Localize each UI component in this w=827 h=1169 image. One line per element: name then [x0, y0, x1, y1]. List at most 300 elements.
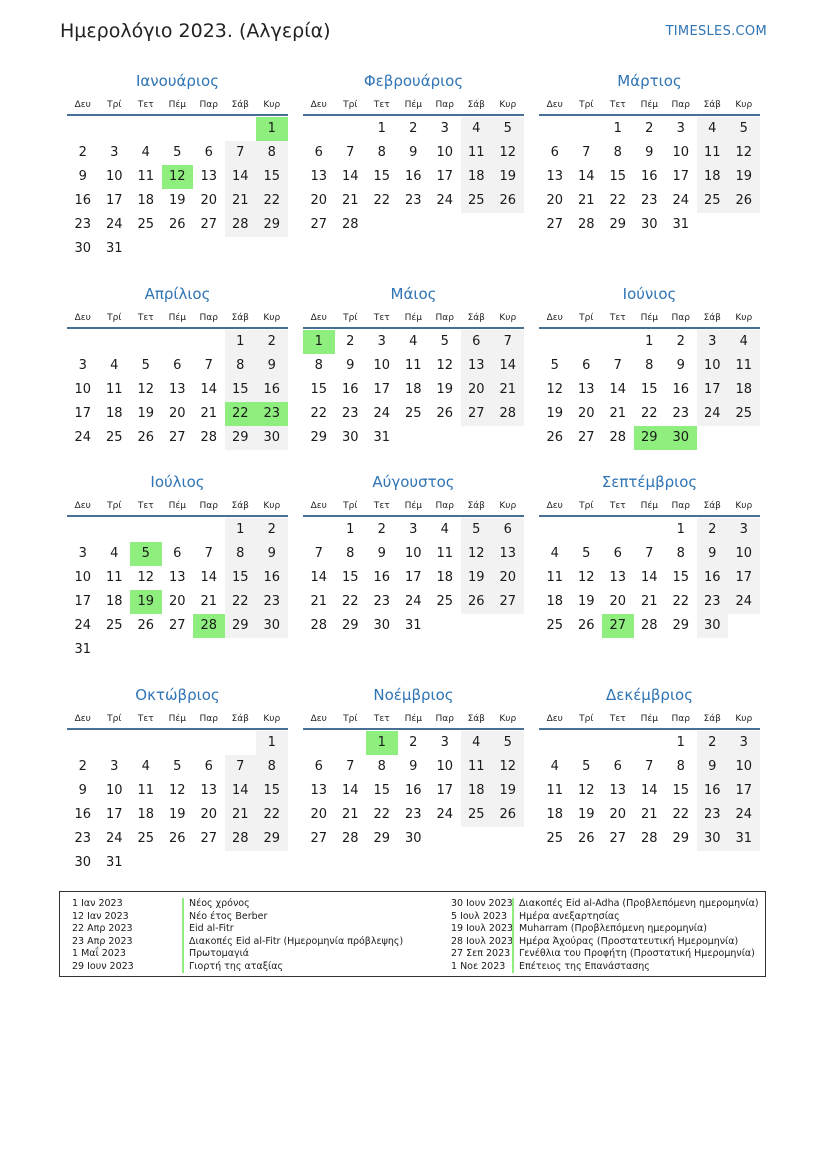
- weekday-label: Σάβ: [703, 100, 721, 110]
- day-cell: 27: [609, 831, 627, 846]
- day-cell: 9: [645, 145, 654, 160]
- day-cell: 17: [74, 406, 92, 421]
- empty-cell: [130, 731, 162, 755]
- day-cell: 20: [168, 406, 186, 421]
- weekday-label: Κυρ: [499, 714, 517, 724]
- weekday-label: Πέμ: [168, 100, 186, 110]
- day-cell: 29: [256, 213, 288, 237]
- empty-cell: [602, 330, 634, 354]
- day-cell: 5: [461, 518, 493, 542]
- weekday-label: Δευ: [310, 100, 327, 110]
- day-cell: 1: [256, 731, 288, 755]
- day-cell: 2: [676, 334, 685, 349]
- day-cell: 4: [440, 522, 449, 537]
- legend-row: [72, 898, 403, 911]
- weekday-label: Πέμ: [640, 100, 658, 110]
- day-cell: 13: [200, 169, 218, 184]
- day-cell: 5: [141, 358, 150, 373]
- day-cell: 2: [256, 518, 288, 542]
- day-cell: 7: [645, 759, 654, 774]
- day-grid: [539, 731, 760, 851]
- day-cell: 4: [461, 731, 493, 755]
- legend-row: [451, 911, 759, 924]
- day-cell: 9: [377, 546, 386, 561]
- month-name: Απρίλιος: [144, 285, 211, 303]
- day-cell: 3: [440, 735, 449, 750]
- day-cell: 25: [697, 189, 729, 213]
- day-cell: 31: [672, 217, 690, 232]
- day-cell: 8: [314, 358, 323, 373]
- month-calendar: [67, 283, 288, 450]
- day-cell: 8: [377, 145, 386, 160]
- day-cell: 24: [404, 594, 422, 609]
- empty-cell: [67, 117, 99, 141]
- weekday-label: Κυρ: [263, 501, 281, 511]
- month-name: Δεκέμβριος: [605, 686, 693, 704]
- legend-holiday-name: Ημέρα Άχούρας (Προστατευτική Ημερομηνία): [512, 936, 738, 949]
- empty-cell: [193, 330, 225, 354]
- day-cell: 14: [310, 570, 328, 585]
- weekday-label: Δευ: [74, 100, 91, 110]
- empty-cell: [303, 731, 335, 755]
- day-cell: 30: [373, 618, 391, 633]
- day-cell: 30: [256, 614, 288, 638]
- legend-date: 23 Απρ 2023: [72, 935, 133, 947]
- day-cell: 2: [409, 121, 418, 136]
- day-cell: 4: [461, 117, 493, 141]
- legend-left-column: [72, 898, 403, 973]
- day-cell: 21: [200, 406, 218, 421]
- day-cell: 10: [728, 755, 760, 779]
- day-cell: 16: [74, 807, 92, 822]
- month-calendar: [539, 283, 760, 450]
- day-cell: 17: [436, 783, 454, 798]
- empty-cell: [571, 731, 603, 755]
- day-cell: 11: [137, 783, 155, 798]
- empty-cell: [130, 518, 162, 542]
- day-cell: 29: [225, 614, 257, 638]
- day-cell: 19: [492, 165, 524, 189]
- weekday-label: Παρ: [671, 714, 690, 724]
- day-cell: 18: [404, 382, 422, 397]
- day-cell: 6: [550, 145, 559, 160]
- day-cell: 24: [697, 402, 729, 426]
- weekday-label: Σάβ: [231, 714, 249, 724]
- day-cell: 28: [640, 618, 658, 633]
- day-cell: 18: [461, 165, 493, 189]
- weekday-label: Δευ: [74, 313, 91, 323]
- day-cell: 16: [672, 382, 690, 397]
- day-cell: 22: [341, 594, 359, 609]
- day-cell: 11: [461, 141, 493, 165]
- day-cell: 14: [609, 382, 627, 397]
- day-cell: 30: [697, 827, 729, 851]
- day-cell: 26: [492, 189, 524, 213]
- day-cell: 18: [105, 406, 123, 421]
- legend-holiday-name: Διακοπές Eid al-Adha (Προβλεπόμενη ημερομηνία): [512, 898, 759, 911]
- day-cell: 23: [373, 594, 391, 609]
- day-cell: 9: [409, 759, 418, 774]
- legend-date: 28 Ιουλ 2023: [451, 935, 514, 947]
- day-cell: 3: [728, 518, 760, 542]
- day-cell: 25: [546, 831, 564, 846]
- day-cell: 18: [461, 779, 493, 803]
- weekday-label: Δευ: [310, 714, 327, 724]
- day-cell: 21: [310, 594, 328, 609]
- weekday-label: Τετ: [137, 714, 154, 724]
- day-cell: 9: [346, 358, 355, 373]
- holiday-day: 28: [193, 614, 225, 638]
- weekday-label: Δευ: [310, 501, 327, 511]
- day-cell: 19: [728, 165, 760, 189]
- day-cell: 24: [728, 803, 760, 827]
- day-cell: 19: [168, 193, 186, 208]
- day-cell: 8: [676, 759, 685, 774]
- weekday-label: Κυρ: [499, 313, 517, 323]
- day-cell: 14: [341, 169, 359, 184]
- day-cell: 20: [310, 193, 328, 208]
- legend-date: 30 Ιουν 2023: [451, 898, 513, 909]
- day-cell: 29: [672, 831, 690, 846]
- day-cell: 13: [310, 783, 328, 798]
- day-cell: 29: [373, 831, 391, 846]
- day-cell: 7: [582, 145, 591, 160]
- day-cell: 6: [613, 546, 622, 561]
- day-cell: 12: [577, 783, 595, 798]
- weekday-label: Πέμ: [404, 100, 422, 110]
- month-name: Ιανουάριος: [135, 72, 219, 90]
- weekday-label: Τρί: [107, 313, 122, 323]
- day-cell: 12: [577, 570, 595, 585]
- day-cell: 6: [314, 145, 323, 160]
- day-cell: 16: [74, 193, 92, 208]
- empty-cell: [162, 731, 194, 755]
- weekday-label: Παρ: [199, 313, 218, 323]
- day-cell: 21: [341, 193, 359, 208]
- day-cell: 19: [137, 406, 155, 421]
- weekday-header: [539, 309, 760, 329]
- holiday-day: 12: [162, 165, 194, 189]
- weekday-label: Κυρ: [735, 714, 753, 724]
- day-cell: 20: [577, 406, 595, 421]
- day-cell: 10: [436, 145, 454, 160]
- weekday-label: Τρί: [107, 100, 122, 110]
- day-cell: 18: [546, 807, 564, 822]
- day-cell: 2: [78, 145, 87, 160]
- day-cell: 1: [346, 522, 355, 537]
- weekday-label: Κυρ: [735, 313, 753, 323]
- day-cell: 24: [436, 193, 454, 208]
- site-link[interactable]: TIMESLES.COM: [665, 24, 767, 39]
- weekday-label: Παρ: [671, 100, 690, 110]
- day-cell: 12: [137, 570, 155, 585]
- weekday-label: Παρ: [435, 313, 454, 323]
- day-cell: 11: [105, 570, 123, 585]
- day-cell: 5: [582, 546, 591, 561]
- day-cell: 14: [640, 570, 658, 585]
- day-cell: 16: [697, 779, 729, 803]
- weekday-label: Πέμ: [640, 313, 658, 323]
- day-cell: 24: [672, 193, 690, 208]
- holiday-day: 27: [602, 614, 634, 638]
- month-name: Αύγουστος: [372, 473, 455, 491]
- day-cell: 3: [110, 145, 119, 160]
- holiday-day: 22: [225, 402, 257, 426]
- weekday-label: Δευ: [74, 714, 91, 724]
- day-cell: 15: [225, 566, 257, 590]
- legend-row: [451, 923, 759, 936]
- day-cell: 22: [256, 803, 288, 827]
- day-cell: 27: [492, 590, 524, 614]
- day-cell: 5: [492, 117, 524, 141]
- empty-cell: [335, 117, 367, 141]
- day-cell: 12: [728, 141, 760, 165]
- legend-holiday-name: Διακοπές Eid al-Fitr (Ημερομηνία πρόβλεψης): [182, 936, 403, 949]
- page-title: Ημερολόγιο 2023. (Αλγερία): [60, 20, 331, 42]
- day-cell: 7: [492, 330, 524, 354]
- weekday-label: Σάβ: [703, 714, 721, 724]
- day-cell: 22: [672, 807, 690, 822]
- day-cell: 3: [697, 330, 729, 354]
- weekday-label: Τρί: [579, 501, 594, 511]
- legend-holiday-name: Πρωτομαγιά: [182, 948, 249, 961]
- day-cell: 3: [440, 121, 449, 136]
- holiday-day: 29: [634, 426, 666, 450]
- day-cell: 29: [310, 430, 328, 445]
- month-calendar: [539, 684, 760, 851]
- day-cell: 6: [492, 518, 524, 542]
- weekday-label: Παρ: [671, 313, 690, 323]
- month-calendar: [303, 70, 524, 237]
- day-cell: 25: [105, 430, 123, 445]
- day-cell: 8: [225, 354, 257, 378]
- day-cell: 20: [310, 807, 328, 822]
- weekday-label: Πέμ: [168, 313, 186, 323]
- legend-holiday-name: Επέτειος της Επανάστασης: [512, 961, 650, 974]
- day-cell: 4: [409, 334, 418, 349]
- day-cell: 29: [609, 217, 627, 232]
- day-cell: 10: [436, 759, 454, 774]
- holiday-day: 19: [130, 590, 162, 614]
- day-cell: 17: [404, 570, 422, 585]
- day-cell: 18: [546, 594, 564, 609]
- day-cell: 24: [373, 406, 391, 421]
- weekday-label: Πέμ: [404, 714, 422, 724]
- legend-row: [451, 948, 759, 961]
- day-cell: 16: [256, 378, 288, 402]
- day-cell: 19: [577, 807, 595, 822]
- weekday-label: Παρ: [671, 501, 690, 511]
- day-cell: 26: [137, 618, 155, 633]
- empty-cell: [303, 117, 335, 141]
- empty-cell: [602, 731, 634, 755]
- day-cell: 15: [310, 382, 328, 397]
- day-grid: [67, 117, 288, 261]
- day-cell: 21: [341, 807, 359, 822]
- day-cell: 28: [200, 430, 218, 445]
- empty-cell: [130, 330, 162, 354]
- legend-row: [72, 911, 403, 924]
- day-cell: 11: [461, 755, 493, 779]
- day-cell: 22: [373, 193, 391, 208]
- day-cell: 25: [461, 803, 493, 827]
- weekday-label: Τετ: [609, 313, 626, 323]
- day-cell: 2: [256, 330, 288, 354]
- day-cell: 4: [728, 330, 760, 354]
- weekday-header: [67, 497, 288, 517]
- legend-date: 1 Μαΐ 2023: [72, 948, 126, 959]
- day-cell: 24: [436, 807, 454, 822]
- day-cell: 26: [546, 430, 564, 445]
- day-cell: 16: [404, 783, 422, 798]
- empty-cell: [99, 330, 131, 354]
- day-cell: 25: [105, 618, 123, 633]
- day-cell: 25: [137, 217, 155, 232]
- day-cell: 10: [672, 145, 690, 160]
- day-cell: 15: [640, 382, 658, 397]
- legend-date: 5 Ιουλ 2023: [451, 910, 507, 922]
- day-cell: 10: [74, 382, 92, 397]
- day-cell: 21: [640, 807, 658, 822]
- day-cell: 25: [436, 594, 454, 609]
- day-cell: 13: [546, 169, 564, 184]
- holiday-day: 23: [256, 402, 288, 426]
- day-cell: 23: [640, 193, 658, 208]
- day-cell: 25: [404, 406, 422, 421]
- day-cell: 7: [645, 546, 654, 561]
- day-cell: 4: [110, 546, 119, 561]
- day-cell: 30: [256, 426, 288, 450]
- day-cell: 20: [168, 594, 186, 609]
- legend-holiday-name: Muharram (Προβλεπόμενη ημερομηνία): [512, 923, 707, 936]
- month-name: Σεπτέμβριος: [601, 473, 698, 491]
- weekday-label: Παρ: [199, 501, 218, 511]
- day-cell: 18: [137, 807, 155, 822]
- day-cell: 16: [341, 382, 359, 397]
- day-grid: [539, 518, 760, 638]
- day-cell: 19: [436, 382, 454, 397]
- day-cell: 2: [377, 522, 386, 537]
- day-cell: 3: [110, 759, 119, 774]
- holiday-day: 5: [130, 542, 162, 566]
- weekday-label: Κυρ: [499, 501, 517, 511]
- month-name: Μάιος: [390, 285, 437, 303]
- weekday-header: [539, 497, 760, 517]
- day-cell: 21: [640, 594, 658, 609]
- legend-right-column: [451, 898, 759, 973]
- day-cell: 14: [341, 783, 359, 798]
- day-cell: 13: [577, 382, 595, 397]
- day-cell: 8: [256, 141, 288, 165]
- day-cell: 22: [256, 189, 288, 213]
- day-cell: 9: [78, 783, 87, 798]
- weekday-label: Τρί: [343, 100, 358, 110]
- day-cell: 22: [225, 590, 257, 614]
- holiday-day: 30: [665, 426, 697, 450]
- month-calendar: [539, 471, 760, 638]
- day-cell: 20: [200, 807, 218, 822]
- day-cell: 8: [613, 145, 622, 160]
- day-cell: 6: [204, 145, 213, 160]
- day-cell: 9: [256, 354, 288, 378]
- day-cell: 4: [697, 117, 729, 141]
- day-cell: 23: [74, 217, 92, 232]
- day-cell: 31: [74, 642, 92, 657]
- day-cell: 8: [346, 546, 355, 561]
- day-cell: 29: [256, 827, 288, 851]
- day-cell: 26: [137, 430, 155, 445]
- weekday-label: Τρί: [579, 714, 594, 724]
- weekday-label: Τετ: [373, 714, 390, 724]
- day-cell: 31: [728, 827, 760, 851]
- day-grid: [67, 330, 288, 450]
- day-cell: 30: [404, 831, 422, 846]
- weekday-label: Πέμ: [168, 501, 186, 511]
- day-cell: 28: [492, 402, 524, 426]
- weekday-label: Παρ: [199, 100, 218, 110]
- day-cell: 27: [546, 217, 564, 232]
- day-cell: 21: [577, 193, 595, 208]
- day-cell: 12: [137, 382, 155, 397]
- day-cell: 1: [676, 522, 685, 537]
- day-cell: 15: [341, 570, 359, 585]
- day-cell: 30: [74, 241, 92, 256]
- day-cell: 27: [200, 831, 218, 846]
- weekday-label: Δευ: [546, 100, 563, 110]
- weekday-label: Τετ: [137, 501, 154, 511]
- day-cell: 1: [613, 121, 622, 136]
- weekday-header: [303, 710, 524, 730]
- day-cell: 21: [609, 406, 627, 421]
- day-cell: 13: [168, 382, 186, 397]
- day-cell: 25: [461, 189, 493, 213]
- legend-holiday-name: Νέος χρόνος: [182, 898, 250, 911]
- day-cell: 5: [173, 145, 182, 160]
- day-cell: 12: [168, 783, 186, 798]
- day-cell: 9: [78, 169, 87, 184]
- day-cell: 3: [78, 358, 87, 373]
- day-cell: 13: [461, 354, 493, 378]
- day-cell: 22: [640, 406, 658, 421]
- day-cell: 13: [609, 783, 627, 798]
- day-cell: 26: [492, 803, 524, 827]
- empty-cell: [634, 518, 666, 542]
- day-cell: 11: [546, 783, 564, 798]
- legend-row: [72, 923, 403, 936]
- legend-date: 12 Ιαν 2023: [72, 910, 129, 922]
- weekday-label: Πέμ: [404, 313, 422, 323]
- empty-cell: [193, 117, 225, 141]
- day-cell: 27: [168, 618, 186, 633]
- day-cell: 2: [697, 518, 729, 542]
- day-cell: 13: [492, 542, 524, 566]
- empty-cell: [67, 330, 99, 354]
- holiday-day: 1: [256, 117, 288, 141]
- day-cell: 15: [256, 779, 288, 803]
- day-cell: 18: [137, 193, 155, 208]
- weekday-label: Παρ: [435, 714, 454, 724]
- day-grid: [539, 330, 760, 450]
- weekday-label: Πέμ: [640, 714, 658, 724]
- legend-holiday-name: Γενέθλια του Προφήτη (Προστατική Ημερομηνία): [512, 948, 755, 961]
- legend-row: [451, 898, 759, 911]
- day-cell: 23: [697, 803, 729, 827]
- weekday-label: Τρί: [579, 313, 594, 323]
- day-cell: 17: [728, 779, 760, 803]
- day-cell: 27: [577, 430, 595, 445]
- day-cell: 15: [373, 783, 391, 798]
- day-cell: 4: [550, 546, 559, 561]
